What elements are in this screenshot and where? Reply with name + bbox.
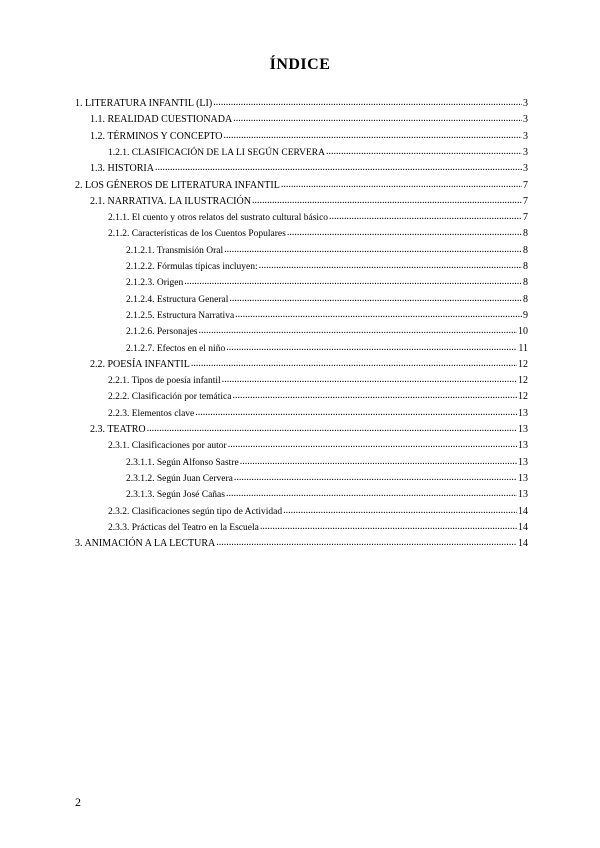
- toc-leader-dots: [281, 177, 522, 193]
- toc-entry-page: 13: [518, 456, 528, 468]
- toc-leader-dots: [199, 323, 517, 339]
- toc-leader-dots: [233, 111, 522, 127]
- toc-entry-2-1-2-3[interactable]: [126, 275, 528, 291]
- toc-leader-dots: [195, 405, 517, 421]
- toc-entry-label: 2.1.1. El cuento y otros relatos del sustrato cultural básico: [108, 213, 329, 224]
- toc-entry-label: 2.3. TEATRO: [90, 424, 146, 435]
- toc-leader-dots: [326, 144, 522, 160]
- page-number: 2: [75, 795, 81, 809]
- toc-entry-page: 7: [523, 212, 528, 224]
- toc-entry-label: 2.1.2.4. Estructura General: [126, 294, 229, 305]
- toc-entry-label: 2.2.2. Clasificación por temática: [108, 392, 232, 403]
- toc-entry-2-3-2[interactable]: [108, 504, 528, 520]
- toc-entry-label: 1.1. REALIDAD CUESTIONADA: [90, 114, 233, 126]
- toc-entry-page: 7: [523, 179, 528, 191]
- toc-entry-2-1-2-2[interactable]: [126, 259, 528, 275]
- toc-leader-dots: [155, 160, 522, 176]
- toc-entry-page: 12: [518, 375, 528, 387]
- toc-entry-label: 2.1.2.1. Transmisión Oral: [126, 245, 224, 256]
- toc-entry-label: 2.1.2.6. Personajes: [126, 327, 198, 338]
- toc-leader-dots: [224, 242, 522, 258]
- toc-entry-page: 10: [518, 326, 528, 338]
- toc-entry-page: 12: [518, 358, 528, 370]
- toc-entry-2-2-3[interactable]: [108, 406, 528, 422]
- toc-entry-label: 2.1. NARRATIVA. LA ILUSTRACIÓN: [90, 195, 251, 207]
- toc-leader-dots: [259, 258, 522, 274]
- toc-leader-dots: [329, 209, 522, 225]
- toc-leader-dots: [226, 340, 517, 356]
- toc-entry-label: 2.3.1. Clasificaciones por autor: [108, 441, 227, 452]
- toc-leader-dots: [252, 193, 522, 209]
- toc-entry-label: 2.1.2.2. Fórmulas típicas incluyen:: [126, 262, 258, 272]
- toc-leader-dots: [232, 388, 517, 404]
- toc-entry-2-3-1-2[interactable]: [126, 471, 528, 487]
- toc-entry-label: 2.1.2.7. Efectos en el niño: [126, 343, 226, 354]
- toc-leader-dots: [216, 535, 517, 551]
- toc-entry-1-3[interactable]: [90, 161, 528, 177]
- toc-entry-2-1-2-7[interactable]: [126, 341, 528, 357]
- toc-leader-dots: [224, 128, 522, 144]
- toc-entry-page: 3: [523, 130, 528, 142]
- toc-entry-2-1-2-4[interactable]: [126, 292, 528, 308]
- toc-entry-2-1[interactable]: [90, 194, 528, 210]
- toc-entry-label: 2.3.1.1. Según Alfonso Sastre: [126, 457, 239, 468]
- toc-entry-page: 7: [523, 195, 528, 207]
- toc-entry-page: 3: [523, 98, 528, 109]
- toc-entry-2-2-1[interactable]: [108, 373, 528, 389]
- toc-entry-1-2[interactable]: [90, 129, 528, 145]
- toc-entry-page: 14: [518, 521, 528, 533]
- toc-entry-2[interactable]: [75, 178, 528, 194]
- toc-entry-page: 11: [518, 342, 528, 354]
- toc-entry-label: 2.2.1. Tipos de poesía infantil: [108, 376, 221, 387]
- toc-entry-page: 13: [518, 472, 528, 484]
- toc-leader-dots: [240, 454, 517, 470]
- toc-entry-label: 2.3.1.3. Según José Cañas: [126, 490, 225, 501]
- toc-entry-label: 3. ANIMACIÓN A LA LECTURA: [75, 538, 216, 550]
- toc-entry-2-3-3[interactable]: [108, 520, 528, 536]
- toc-leader-dots: [191, 356, 517, 372]
- toc-leader-dots: [229, 291, 522, 307]
- toc-leader-dots: [147, 421, 517, 437]
- toc-entry-label: 2.2.3. Elementos clave: [108, 408, 195, 419]
- toc-leader-dots: [235, 307, 522, 323]
- toc-entry-label: 2. LOS GÉNEROS DE LITERATURA INFANTIL: [75, 179, 280, 191]
- toc-entry-label: 1.3. HISTORIA: [90, 163, 154, 175]
- toc-entry-page: 13: [518, 489, 528, 501]
- toc-entry-page: 14: [518, 505, 528, 517]
- toc-entry-1-1[interactable]: [90, 112, 528, 128]
- toc-entry-page: 13: [518, 407, 528, 419]
- toc-entry-label: 1.2. TÉRMINOS Y CONCEPTO: [90, 130, 223, 142]
- toc-leader-dots: [287, 225, 522, 241]
- toc-entry-page: 13: [518, 424, 528, 435]
- toc-entry-1[interactable]: [75, 96, 528, 112]
- toc-leader-dots: [260, 519, 517, 535]
- toc-entry-2-3-1-1[interactable]: [126, 455, 528, 471]
- toc-entry-page: 9: [523, 309, 528, 321]
- toc-entry-label: 1.2.1. CLASIFICACIÓN DE LA LI SEGÚN CERVERA: [108, 147, 325, 158]
- toc-leader-dots: [213, 95, 522, 111]
- toc-entry-page: 8: [523, 277, 528, 289]
- toc-entry-2-1-1[interactable]: [108, 210, 528, 226]
- toc-entry-1-2-1[interactable]: [108, 145, 528, 161]
- toc-entry-page: 12: [518, 391, 528, 403]
- toc-entry-2-3-1-3[interactable]: [126, 487, 528, 503]
- toc-entry-page: 3: [523, 114, 528, 126]
- toc-entry-label: 2.1.2. Características de los Cuentos Populares: [108, 229, 286, 240]
- toc-entry-2-1-2-6[interactable]: [126, 324, 528, 340]
- toc-entry-label: 2.3.3. Prácticas del Teatro en la Escuela: [108, 522, 259, 533]
- toc-entry-page: 3: [523, 146, 528, 158]
- toc-leader-dots: [228, 437, 517, 453]
- toc-entry-2-1-2-5[interactable]: [126, 308, 528, 324]
- toc-entry-page: 3: [523, 163, 528, 175]
- page-title: ÍNDICE: [269, 56, 331, 73]
- toc-leader-dots: [222, 372, 517, 388]
- toc-entry-2-1-2[interactable]: [108, 226, 528, 242]
- toc-entry-page: 13: [518, 440, 528, 452]
- toc-entry-2-3-1[interactable]: [108, 438, 528, 454]
- toc-entry-label: 2.3.1.2. Según Juan Cervera: [126, 473, 233, 484]
- toc-entry-label: 2.1.2.3. Origen: [126, 278, 184, 289]
- toc-entry-label: 2.3.2. Clasificaciones según tipo de Actividad: [108, 506, 283, 517]
- toc-entry-page: 8: [523, 228, 528, 240]
- toc-entry-page: 8: [523, 293, 528, 305]
- toc-entry-page: 8: [523, 244, 528, 256]
- toc-entry-page: 8: [523, 261, 528, 272]
- toc-leader-dots: [184, 274, 522, 290]
- toc-entry-label: 1. LITERATURA INFANTIL (LI): [75, 98, 213, 109]
- toc-entry-2-3[interactable]: [90, 422, 528, 438]
- toc-entry-2-2[interactable]: [90, 357, 528, 373]
- toc-entry-3[interactable]: [75, 536, 528, 552]
- toc-leader-dots: [283, 503, 517, 519]
- toc-leader-dots: [226, 486, 517, 502]
- toc-entry-label: 2.2. POESÍA INFANTIL: [90, 358, 190, 370]
- toc-entry-label: 2.1.2.5. Estructura Narrativa: [126, 310, 235, 321]
- toc-entry-page: 14: [518, 538, 528, 550]
- toc-leader-dots: [234, 470, 517, 486]
- toc-entry-2-1-2-1[interactable]: [126, 243, 528, 259]
- toc-entry-2-2-2[interactable]: [108, 389, 528, 405]
